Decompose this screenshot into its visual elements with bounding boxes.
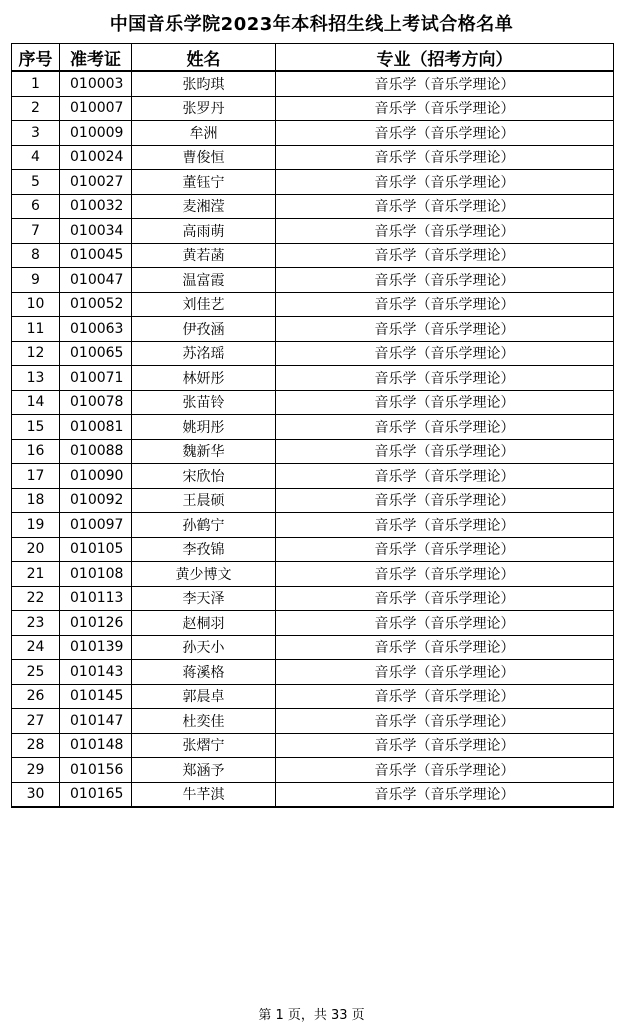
cell-major: 音乐学（音乐学理论） xyxy=(276,96,614,121)
cell-major: 音乐学（音乐学理论） xyxy=(276,782,614,807)
table-row xyxy=(12,170,614,195)
cell-exam-id: 010045 xyxy=(60,243,132,268)
cell-seq: 6 xyxy=(12,194,60,219)
cell-name: 伊孜涵 xyxy=(132,317,276,342)
table-row xyxy=(12,537,614,562)
cell-seq: 29 xyxy=(12,758,60,783)
cell-exam-id: 010145 xyxy=(60,684,132,709)
cell-seq: 7 xyxy=(12,219,60,244)
cell-exam-id: 010065 xyxy=(60,341,132,366)
table-header-row xyxy=(12,44,614,72)
cell-name: 麦湘滢 xyxy=(132,194,276,219)
cell-seq: 22 xyxy=(12,586,60,611)
table-row xyxy=(12,439,614,464)
cell-exam-id: 010047 xyxy=(60,268,132,293)
cell-seq: 16 xyxy=(12,439,60,464)
cell-name: 郭晨卓 xyxy=(132,684,276,709)
cell-major: 音乐学（音乐学理论） xyxy=(276,71,614,96)
column-header-seq: 序号 xyxy=(12,44,60,72)
cell-seq: 13 xyxy=(12,366,60,391)
cell-exam-id: 010090 xyxy=(60,464,132,489)
cell-seq: 14 xyxy=(12,390,60,415)
cell-seq: 28 xyxy=(12,733,60,758)
cell-exam-id: 010092 xyxy=(60,488,132,513)
cell-major: 音乐学（音乐学理论） xyxy=(276,390,614,415)
table-row xyxy=(12,562,614,587)
cell-major: 音乐学（音乐学理论） xyxy=(276,194,614,219)
page-title: 中国音乐学院2023年本科招生线上考试合格名单 xyxy=(109,14,514,35)
table-row xyxy=(12,121,614,146)
cell-exam-id: 010139 xyxy=(60,635,132,660)
cell-major: 音乐学（音乐学理论） xyxy=(276,170,614,195)
cell-name: 牛芊淇 xyxy=(132,782,276,807)
cell-name: 孙天小 xyxy=(132,635,276,660)
cell-exam-id: 010097 xyxy=(60,513,132,538)
cell-name: 曹俊恒 xyxy=(132,145,276,170)
cell-seq: 12 xyxy=(12,341,60,366)
cell-seq: 9 xyxy=(12,268,60,293)
table-body xyxy=(12,71,614,807)
cell-seq: 24 xyxy=(12,635,60,660)
cell-seq: 4 xyxy=(12,145,60,170)
admission-table xyxy=(11,43,614,808)
cell-name: 黄少博文 xyxy=(132,562,276,587)
cell-name: 张熠宁 xyxy=(132,733,276,758)
cell-major: 音乐学（音乐学理论） xyxy=(276,121,614,146)
page-footer: 第 1 页，共 33 页 xyxy=(258,1008,365,1023)
cell-major: 音乐学（音乐学理论） xyxy=(276,537,614,562)
cell-name: 赵桐羽 xyxy=(132,611,276,636)
cell-exam-id: 010081 xyxy=(60,415,132,440)
table-row xyxy=(12,782,614,807)
cell-exam-id: 010156 xyxy=(60,758,132,783)
cell-exam-id: 010071 xyxy=(60,366,132,391)
cell-exam-id: 010148 xyxy=(60,733,132,758)
table-row xyxy=(12,586,614,611)
cell-seq: 27 xyxy=(12,709,60,734)
cell-seq: 10 xyxy=(12,292,60,317)
cell-seq: 5 xyxy=(12,170,60,195)
cell-major: 音乐学（音乐学理论） xyxy=(276,415,614,440)
cell-major: 音乐学（音乐学理论） xyxy=(276,317,614,342)
cell-exam-id: 010007 xyxy=(60,96,132,121)
cell-exam-id: 010032 xyxy=(60,194,132,219)
cell-name: 高雨萌 xyxy=(132,219,276,244)
cell-major: 音乐学（音乐学理论） xyxy=(276,684,614,709)
column-header-name: 姓名 xyxy=(132,44,276,72)
cell-name: 刘佳艺 xyxy=(132,292,276,317)
cell-seq: 26 xyxy=(12,684,60,709)
table-row xyxy=(12,758,614,783)
cell-major: 音乐学（音乐学理论） xyxy=(276,611,614,636)
table-row xyxy=(12,145,614,170)
cell-seq: 30 xyxy=(12,782,60,807)
column-header-exam-id: 准考证 xyxy=(60,44,132,72)
cell-seq: 8 xyxy=(12,243,60,268)
cell-major: 音乐学（音乐学理论） xyxy=(276,439,614,464)
cell-major: 音乐学（音乐学理论） xyxy=(276,513,614,538)
cell-seq: 3 xyxy=(12,121,60,146)
cell-major: 音乐学（音乐学理论） xyxy=(276,586,614,611)
table-row xyxy=(12,243,614,268)
cell-major: 音乐学（音乐学理论） xyxy=(276,464,614,489)
table-row xyxy=(12,341,614,366)
cell-exam-id: 010052 xyxy=(60,292,132,317)
cell-name: 张罗丹 xyxy=(132,96,276,121)
cell-exam-id: 010147 xyxy=(60,709,132,734)
cell-seq: 20 xyxy=(12,537,60,562)
cell-name: 牟洲 xyxy=(132,121,276,146)
cell-major: 音乐学（音乐学理论） xyxy=(276,366,614,391)
cell-seq: 18 xyxy=(12,488,60,513)
cell-seq: 17 xyxy=(12,464,60,489)
cell-seq: 25 xyxy=(12,660,60,685)
cell-major: 音乐学（音乐学理论） xyxy=(276,268,614,293)
cell-name: 王晨硕 xyxy=(132,488,276,513)
table-row xyxy=(12,660,614,685)
table-row xyxy=(12,366,614,391)
cell-exam-id: 010108 xyxy=(60,562,132,587)
cell-exam-id: 010009 xyxy=(60,121,132,146)
cell-exam-id: 010034 xyxy=(60,219,132,244)
cell-name: 苏洺瑶 xyxy=(132,341,276,366)
table-row xyxy=(12,464,614,489)
cell-name: 魏新华 xyxy=(132,439,276,464)
table-row xyxy=(12,268,614,293)
cell-exam-id: 010078 xyxy=(60,390,132,415)
column-header-major: 专业（招考方向） xyxy=(276,44,614,72)
cell-major: 音乐学（音乐学理论） xyxy=(276,219,614,244)
cell-major: 音乐学（音乐学理论） xyxy=(276,733,614,758)
table-row xyxy=(12,194,614,219)
cell-exam-id: 010027 xyxy=(60,170,132,195)
cell-seq: 1 xyxy=(12,71,60,96)
table-row xyxy=(12,415,614,440)
cell-exam-id: 010126 xyxy=(60,611,132,636)
cell-name: 张昀琪 xyxy=(132,71,276,96)
cell-seq: 2 xyxy=(12,96,60,121)
cell-name: 杜奕佳 xyxy=(132,709,276,734)
table-row xyxy=(12,709,614,734)
cell-seq: 15 xyxy=(12,415,60,440)
cell-seq: 21 xyxy=(12,562,60,587)
cell-major: 音乐学（音乐学理论） xyxy=(276,709,614,734)
cell-major: 音乐学（音乐学理论） xyxy=(276,635,614,660)
cell-exam-id: 010088 xyxy=(60,439,132,464)
cell-seq: 19 xyxy=(12,513,60,538)
cell-major: 音乐学（音乐学理论） xyxy=(276,488,614,513)
cell-exam-id: 010113 xyxy=(60,586,132,611)
table-row xyxy=(12,513,614,538)
cell-major: 音乐学（音乐学理论） xyxy=(276,562,614,587)
table-row xyxy=(12,635,614,660)
cell-name: 姚玥彤 xyxy=(132,415,276,440)
cell-seq: 11 xyxy=(12,317,60,342)
cell-name: 宋欣怡 xyxy=(132,464,276,489)
table-row xyxy=(12,317,614,342)
cell-name: 蒋溪格 xyxy=(132,660,276,685)
cell-name: 张苗铃 xyxy=(132,390,276,415)
cell-major: 音乐学（音乐学理论） xyxy=(276,243,614,268)
cell-name: 黄若菡 xyxy=(132,243,276,268)
cell-seq: 23 xyxy=(12,611,60,636)
cell-major: 音乐学（音乐学理论） xyxy=(276,145,614,170)
table-row xyxy=(12,96,614,121)
cell-name: 孙鹤宁 xyxy=(132,513,276,538)
table-row xyxy=(12,611,614,636)
table-row xyxy=(12,292,614,317)
cell-exam-id: 010143 xyxy=(60,660,132,685)
cell-major: 音乐学（音乐学理论） xyxy=(276,292,614,317)
cell-exam-id: 010063 xyxy=(60,317,132,342)
cell-name: 董钰宁 xyxy=(132,170,276,195)
cell-major: 音乐学（音乐学理论） xyxy=(276,758,614,783)
cell-name: 郑涵予 xyxy=(132,758,276,783)
cell-exam-id: 010165 xyxy=(60,782,132,807)
cell-major: 音乐学（音乐学理论） xyxy=(276,660,614,685)
cell-major: 音乐学（音乐学理论） xyxy=(276,341,614,366)
cell-name: 温富霞 xyxy=(132,268,276,293)
cell-name: 李天泽 xyxy=(132,586,276,611)
table-row xyxy=(12,733,614,758)
table-row xyxy=(12,684,614,709)
cell-exam-id: 010003 xyxy=(60,71,132,96)
table-row xyxy=(12,71,614,96)
cell-name: 林妍彤 xyxy=(132,366,276,391)
cell-exam-id: 010024 xyxy=(60,145,132,170)
table-row xyxy=(12,390,614,415)
cell-exam-id: 010105 xyxy=(60,537,132,562)
cell-name: 李孜锦 xyxy=(132,537,276,562)
table-row xyxy=(12,488,614,513)
table-row xyxy=(12,219,614,244)
